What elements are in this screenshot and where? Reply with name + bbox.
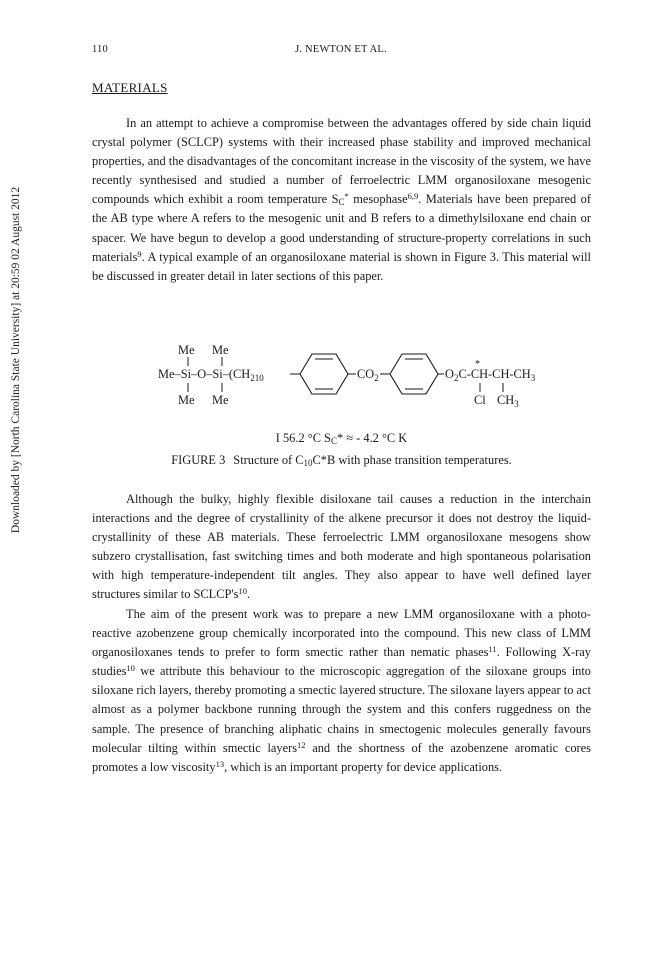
figure-caption (92, 453, 591, 468)
p1-sub-c: C (338, 197, 345, 208)
p2-ref: 10 (238, 586, 247, 597)
page-header (92, 44, 590, 58)
methyl-branch: $CH_3$ (497, 393, 519, 409)
p3-ref-4: 13 (215, 758, 225, 769)
p1-star: * (344, 191, 349, 202)
p1-text-2: mesophase (348, 192, 408, 207)
paragraph-2 (92, 490, 591, 605)
caption-sub: 10 (303, 458, 313, 468)
phase-transition-line (92, 431, 591, 446)
p1-text-1: In an attempt to achieve a compromise between the advantages offered by side chain liquid crystal polymer (SCLCP) systems with their increased phase stability and improved mechanical properties, and the disadvantages of the concomitant increase in the viscosity of the system, we have recently synthesised and studied a number of ferroelectric LMM organosiloxane mesogenic compounds which exhibit a room temperature S (92, 116, 591, 207)
running-head: J. NEWTON ET AL. (295, 44, 387, 55)
p2-text-1: Although the bulky, highly flexible disiloxane tail causes a reduction in the interchain interactions and the degree of crystallinity of the alkene precursor it does not destroy the liquid-crystallinity of these AB materials. These ferroelectric LMM organosiloxane mesogens show subzero crystallisation, fast switching times and both moderate and high spontaneous polarisation with high temperature-independent tilt angles. They also appear to have well defined layer structures similar to SCLCP's (92, 492, 591, 602)
page-number: 110 (92, 44, 108, 55)
methyl-bottom-left: Me (178, 393, 195, 407)
chiral-tail: $O_2C-CH-CH-CH_3$ (445, 367, 536, 383)
methyl-top-left: Me (178, 343, 195, 357)
benzene-ring-1 (300, 354, 348, 394)
p3-text-4: and the shortness of the azobenzene aromatic cores promotes a low viscosity (92, 740, 591, 774)
siloxane-chain: $Me-Si-O-Si-(CH_210$ (158, 367, 264, 383)
p1-ref-1: 6,9 (407, 191, 419, 202)
p3-text-3: we attribute this behaviour to the microscopic aggregation of the siloxane groups into siloxane rich layers, thereby promoting a smectic layered structure. The siloxane layers appear to act almost as a polymer backbone running through the system and this confers ruggedness on the sample. The presence of branching aliphatic chains in smectogenic molecules generally favours molecular tilting within smectic layers (92, 664, 591, 755)
paragraph-3 (92, 605, 591, 777)
p3-ref-1: 11 (488, 644, 497, 655)
chiral-star: * (475, 359, 480, 370)
p3-text-5: , which is an important property for device applications. (224, 759, 503, 774)
paragraph-1 (92, 114, 591, 286)
download-notice-text: Downloaded by [North Carolina State University] at 20:59 02 August 2012 (10, 186, 22, 534)
p1-ref-2: 9 (137, 248, 142, 259)
section-heading: MATERIALS (92, 80, 168, 95)
p3-ref-2: 10 (126, 663, 135, 674)
p3-text-2: . Following X-ray studies (92, 645, 591, 679)
p1-text-4: . A typical example of an organosiloxane material is shown in Figure 3. This material will be discussed in greater detail in later sections of this paper. (92, 249, 591, 283)
p2-text-2: . (246, 587, 251, 602)
caption-text-b: C*B with phase transition temperatures. (312, 453, 512, 467)
figure-label: FIGURE 3 (171, 453, 226, 467)
phase-text-a: I 56.2 °C S (275, 431, 331, 445)
phase-text-b: * ≈ - 4.2 °C K (336, 431, 408, 445)
ester-co2: $CO_2$ (357, 367, 379, 383)
phase-sub: C (330, 436, 337, 446)
p3-ref-3: 12 (297, 739, 306, 750)
caption-text-a: Structure of C (233, 453, 304, 467)
p3-text-1: The aim of the present work was to prepare a new LMM organosiloxane with a photo-reactive azobenzene group chemically incorporated into the compound. This new class of LMM organosiloxanes tends to prefer to form smectic rather than nematic phases (92, 607, 591, 660)
methyl-top-right: Me (212, 343, 229, 357)
methyl-bottom-right: Me (212, 393, 229, 407)
p1-text-3: . Materials have been prepared of the AB type where A refers to the mesogenic unit and B refers to a dimethylsiloxane end chain or spacer. We have begun to develop a good understanding of structure-property correlations in such materials (92, 192, 591, 264)
benzene-ring-2 (390, 354, 438, 394)
chloro-label: Cl (474, 393, 486, 407)
chemical-structure-figure (158, 342, 536, 412)
